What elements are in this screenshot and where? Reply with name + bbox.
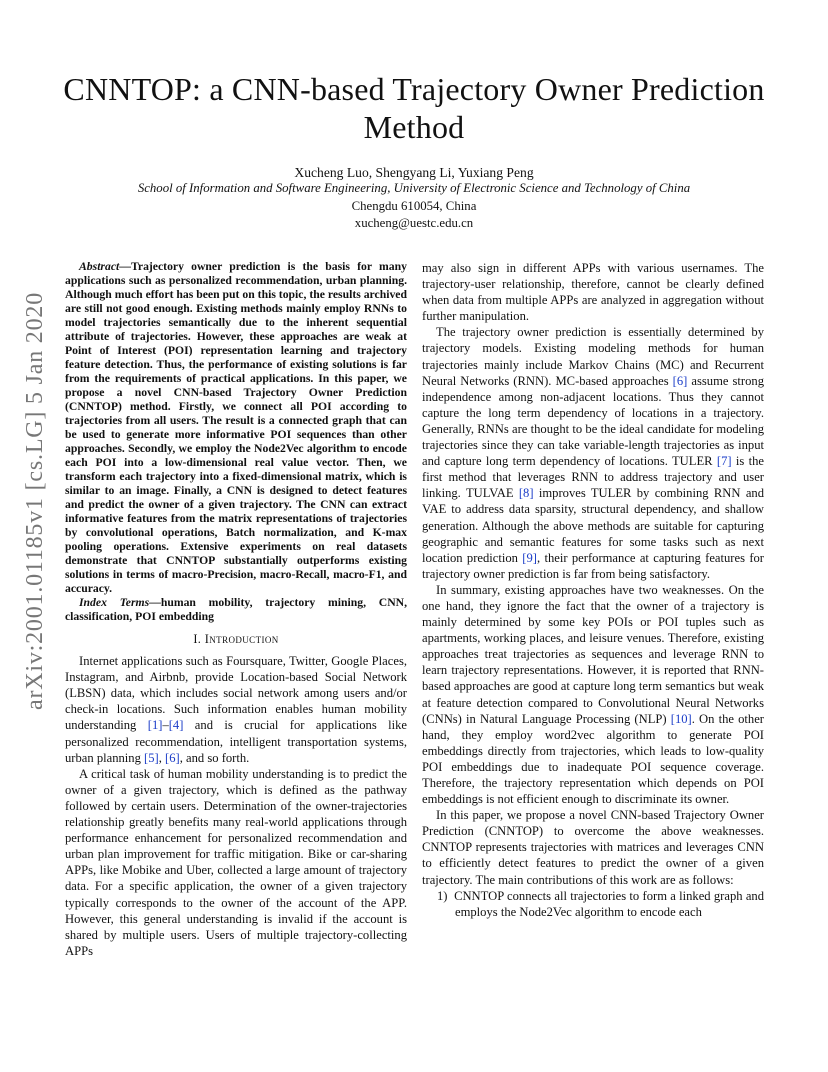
- contributions-list: [422, 888, 764, 920]
- citation-link[interactable]: [9]: [522, 550, 537, 565]
- section-title: Introduction: [204, 632, 279, 646]
- text-run: Internet applications such as Foursquare, Twitter, Google Places, Instagram, and Airbnb, provide Location-based Social Network (LBSN) data, which includes social network among users and/or check-in locations. Such information enables human mobility understanding: [65, 654, 407, 733]
- intro-paragraph-5: In this paper, we propose a novel CNN-based Trajectory Owner Prediction (CNNTOP) to overcome the above weaknesses. CNNTOP represents trajectories with matrices and leverages CNN to efficiently detect features to predict the owner of a given trajectory. The main contributions of this work are as follows:: [422, 808, 764, 887]
- text-run: assume strong independence among non-adjacent locations. Thus they cannot capture the long term dependency of locations in a trajectory. Generally, RNNs are thought to be the ideal candidate for modeling trajectories since they can take variable-length trajectories as input and capture long term dependency of locations. TULER: [422, 373, 764, 469]
- index-terms-text: —human mobility, trajectory mining, CNN, classification, POI embedding: [65, 596, 407, 623]
- text-run: and is crucial for applications like personalized recommendation, intelligent transportation systems, urban planning: [65, 718, 408, 765]
- index-terms: [65, 596, 407, 624]
- text-run: is the first method that leverages RNN to address trajectory and user linking. TULVAE: [422, 454, 764, 501]
- text-run: , their performance at capturing features for trajectory owner prediction is far from being satisfactory.: [422, 550, 765, 581]
- text-run: In summary, existing approaches have two weaknesses. On the one hand, they ignore the fact that the owner of a trajectory is mainly determined by some key POIs or POI tuples such as apartments, working places, and leisure venues. Therefore, existing approaches treat trajectories as sequences and leverage RNN to learn trajectory representations. However, it is reported that RNN-based approaches are good at capture long term semantics but weak at feature detection compared to Convolutional Neural Networks (CNNs) in Natural Language Processing (NLP): [422, 582, 764, 726]
- abstract: [65, 260, 407, 596]
- intro-paragraph-1: [65, 653, 407, 766]
- index-terms-label: Index Terms: [79, 596, 150, 609]
- paper-authors: Xucheng Luo, Shengyang Li, Yuxiang Peng: [294, 165, 534, 180]
- paper-email: xucheng@uestc.edu.cn: [354, 216, 474, 230]
- citation-link[interactable]: [4]: [168, 718, 184, 733]
- intro-paragraph-4: [422, 582, 764, 807]
- list-item: [422, 888, 764, 920]
- citation-link[interactable]: [5]: [144, 750, 159, 765]
- text-run: improves TULER by combining RNN and VAE to address data sparsity, structural dependency, and shallow generation. Although the above methods are suitable for capturing geographic and semantic features for some tasks such as next location prediction: [422, 486, 765, 565]
- text-run: ,: [158, 750, 166, 765]
- intro-paragraph-3: [422, 324, 764, 582]
- text-run: , and so forth.: [179, 750, 250, 765]
- citation-link[interactable]: [7]: [716, 454, 732, 469]
- section-number: I.: [193, 632, 202, 646]
- left-column: [65, 260, 407, 959]
- paper-title: CNNTOP: a CNN-based Trajectory Owner Prediction Method: [63, 71, 765, 145]
- intro-paragraph-2: A critical task of human mobility understanding is to predict the owner of a given trajectory, which is defined as the pathway followed by certain users. Determination of the owner-trajectories relationship greatly benefits many real-world applications through performance enhancement for personalized recommendation and urban plan improvement for traffic mitigation. Bike or car-sharing APPs, like Mobike and Uber, collected a large amount of trajectory data. For a specific application, the owner of a given trajectory typically corresponds to the owner of the account of the APP. However, this general understanding is invalid if the account is shared by multiple users. Users of multiple trajectory-collecting APPs: [65, 766, 407, 958]
- citation-link[interactable]: [8]: [518, 486, 534, 501]
- arxiv-stamp: arXiv:2001.01185v1 [cs.LG] 5 Jan 2020: [22, 292, 48, 710]
- citation-link[interactable]: [6]: [165, 750, 180, 765]
- text-run: The trajectory owner prediction is essentially determined by trajectory models. Existing modeling methods for human trajectories mainly include Markov Chains (MC) and Recurrent Neural Networks (RNN). MC-based approaches: [422, 325, 764, 388]
- abstract-label: Abstract: [79, 260, 120, 273]
- paper-affiliation: School of Information and Software Engineering, University of Electronic Science and Technology of China: [137, 181, 691, 195]
- citation-link[interactable]: [10]: [670, 711, 692, 726]
- paper-city: Chengdu 610054, China: [351, 199, 477, 213]
- intro-paragraph-continued: may also sign in different APPs with various usernames. The trajectory-user relationship, therefore, cannot be clearly defined when data from multiple APPs are analyzed in aggregation without further manipulation.: [422, 261, 764, 324]
- text-run: . On the other hand, they employ word2vec algorithm to generate POI embeddings directly from trajectories, which leads to low-quality POI embeddings due to inadequate POI sequence coverage. Therefore, the trajectory representation which depends on POI embeddings is not efficient enough to discriminate its owner.: [422, 711, 764, 807]
- text-run: –: [162, 718, 169, 733]
- citation-link[interactable]: [6]: [672, 373, 688, 388]
- right-column: [422, 260, 764, 920]
- citation-link[interactable]: [1]: [147, 718, 163, 733]
- list-item-number: 1): [437, 888, 448, 903]
- list-item-text: CNNTOP connects all trajectories to form a linked graph and employs the Node2Vec algorithm to encode each: [454, 888, 765, 919]
- abstract-text: —Trajectory owner prediction is the basis for many applications such as personalized recommendation, urban planning. Although much effort has been put on this topic, the results archived are still not good enough. Existing methods mainly employ RNNs to model trajectories semantically due to the inherent sequential attribute of trajectories. However, these approaches are weak at Point of Interest (POI) representation learning and trajectory feature detection. Thus, the performance of existing solutions is far from the requirements of practical applications. In this paper, we propose a novel CNN-based Trajectory Owner Prediction (CNNTOP) method. Firstly, we connect all POI according to trajectories from all users. The result is a connected graph that can be used to generate more informative POI sequences than other approaches. Secondly, we employ the Node2Vec algorithm to encode each POI into a low-dimensional real value vector. Then, we transform each trajectory into a fixed-dimensional matrix, which is similar to an image. Finally, a CNN is designed to detect features and predict the owner of a given trajectory. The CNN can extract informative features from the matrix representations of trajectories by convolutional operations, Batch normalization, and K-max pooling operations. Extensive experiments on real datasets demonstrate that CNNTOP substantially outperforms existing solutions in terms of macro-Precision, macro-Recall, macro-F1, and accuracy.: [65, 260, 407, 595]
- section-heading-introduction: [65, 631, 407, 647]
